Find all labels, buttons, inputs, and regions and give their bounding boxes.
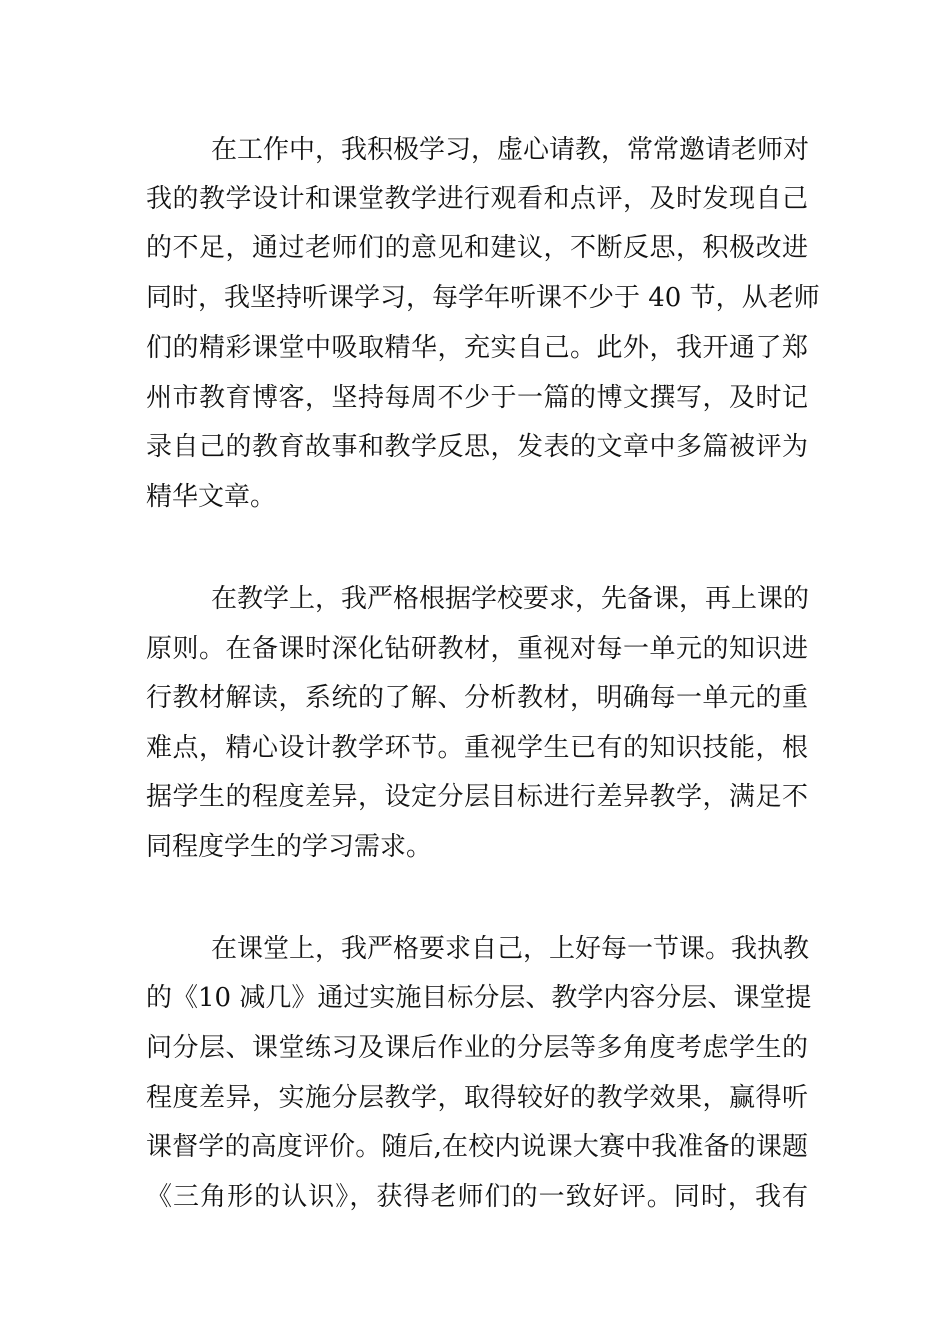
paragraph-line: 行教材解读，系统的了解、分析教材，明确每一单元的重	[146, 683, 808, 713]
paragraph-line: 的《10 减几》通过实施目标分层、教学内容分层、课堂提	[146, 983, 812, 1013]
paragraph-line: 在教学上，我严格根据学校要求，先备课，再上课的	[211, 584, 810, 614]
paragraph-line: 课督学的高度评价。随后,在校内说课大赛中我准备的课题	[146, 1132, 808, 1162]
paragraph-line: 《三角形的认识》，获得老师们的一致好评。同时，我有	[146, 1182, 808, 1212]
paragraph-line: 难点，精心设计教学环节。重视学生已有的知识技能，根	[146, 733, 808, 763]
paragraph-line: 据学生的程度差异，设定分层目标进行差异教学，满足不	[146, 782, 808, 812]
paragraph-line: 录自己的教育故事和教学反思，发表的文章中多篇被评为	[146, 432, 808, 462]
paragraph-line: 在工作中，我积极学习，虚心请教，常常邀请老师对	[211, 135, 810, 165]
paragraph-line: 的不足，通过老师们的意见和建议，不断反思，积极改进	[146, 233, 808, 263]
paragraph-line: 州市教育博客，坚持每周不少于一篇的博文撰写，及时记	[146, 383, 808, 413]
paragraph-line: 同时，我坚持听课学习，每学年听课不少于 40 节，从老师	[146, 283, 820, 313]
paragraph-line: 同程度学生的学习需求。	[146, 832, 433, 862]
paragraph-line: 在课堂上，我严格要求自己，上好每一节课。我执教	[211, 934, 810, 964]
paragraph-line: 原则。在备课时深化钻研教材，重视对每一单元的知识进	[146, 634, 808, 664]
paragraph-line: 精华文章。	[146, 482, 277, 512]
paragraph-line: 问分层、课堂练习及课后作业的分层等多角度考虑学生的	[146, 1033, 808, 1063]
paragraph-line: 们的精彩课堂中吸取精华，充实自己。此外，我开通了郑	[146, 333, 808, 363]
paragraph-line: 我的教学设计和课堂教学进行观看和点评，及时发现自己	[146, 184, 808, 214]
paragraph-line: 程度差异，实施分层教学，取得较好的教学效果，赢得听	[146, 1083, 808, 1113]
